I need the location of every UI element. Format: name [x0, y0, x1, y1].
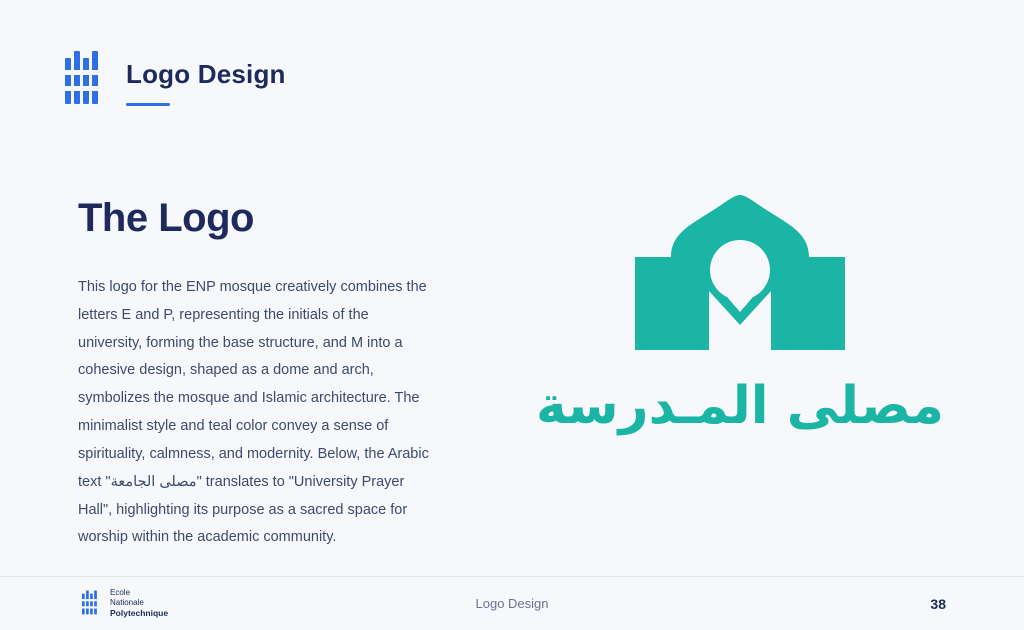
mosque-logo-icon [635, 195, 845, 350]
header-text [126, 50, 286, 106]
footer-section-label: Logo Design [475, 596, 549, 611]
footer-brand-line-2: Nationale [110, 598, 144, 608]
arabic-logo-text: مصلى المـدرسة [535, 376, 944, 436]
enp-bars-logo-icon [64, 50, 106, 112]
header-underline [126, 103, 170, 106]
section-body-text: This logo for the ENP mosque creatively combines the letters E and P, representing the initials of the university, forming the base structure, and M into a cohesive design, shaped as a dome and arch, symbolizes the mosque and Islamic architecture. The minimalist style and teal color convey a sense of spirituality, calmness, and modernity. Below, the Arabic text "مصلى الجامعة" translates to "University Prayer Hall", highlighting its purpose as a sacred space for worship within the academic community. [78, 279, 429, 546]
footer-brand-line-3: Polytechnique [110, 608, 169, 619]
slide-header [64, 50, 286, 112]
section-title: The Logo [78, 196, 254, 240]
page-number: 38 [930, 595, 946, 612]
footer-brand-line-1: Ecole [110, 588, 131, 598]
page-title: Logo Design [126, 59, 286, 89]
logo-artwork [520, 195, 960, 455]
content-left-column [78, 196, 448, 552]
slide-footer [0, 576, 1024, 630]
